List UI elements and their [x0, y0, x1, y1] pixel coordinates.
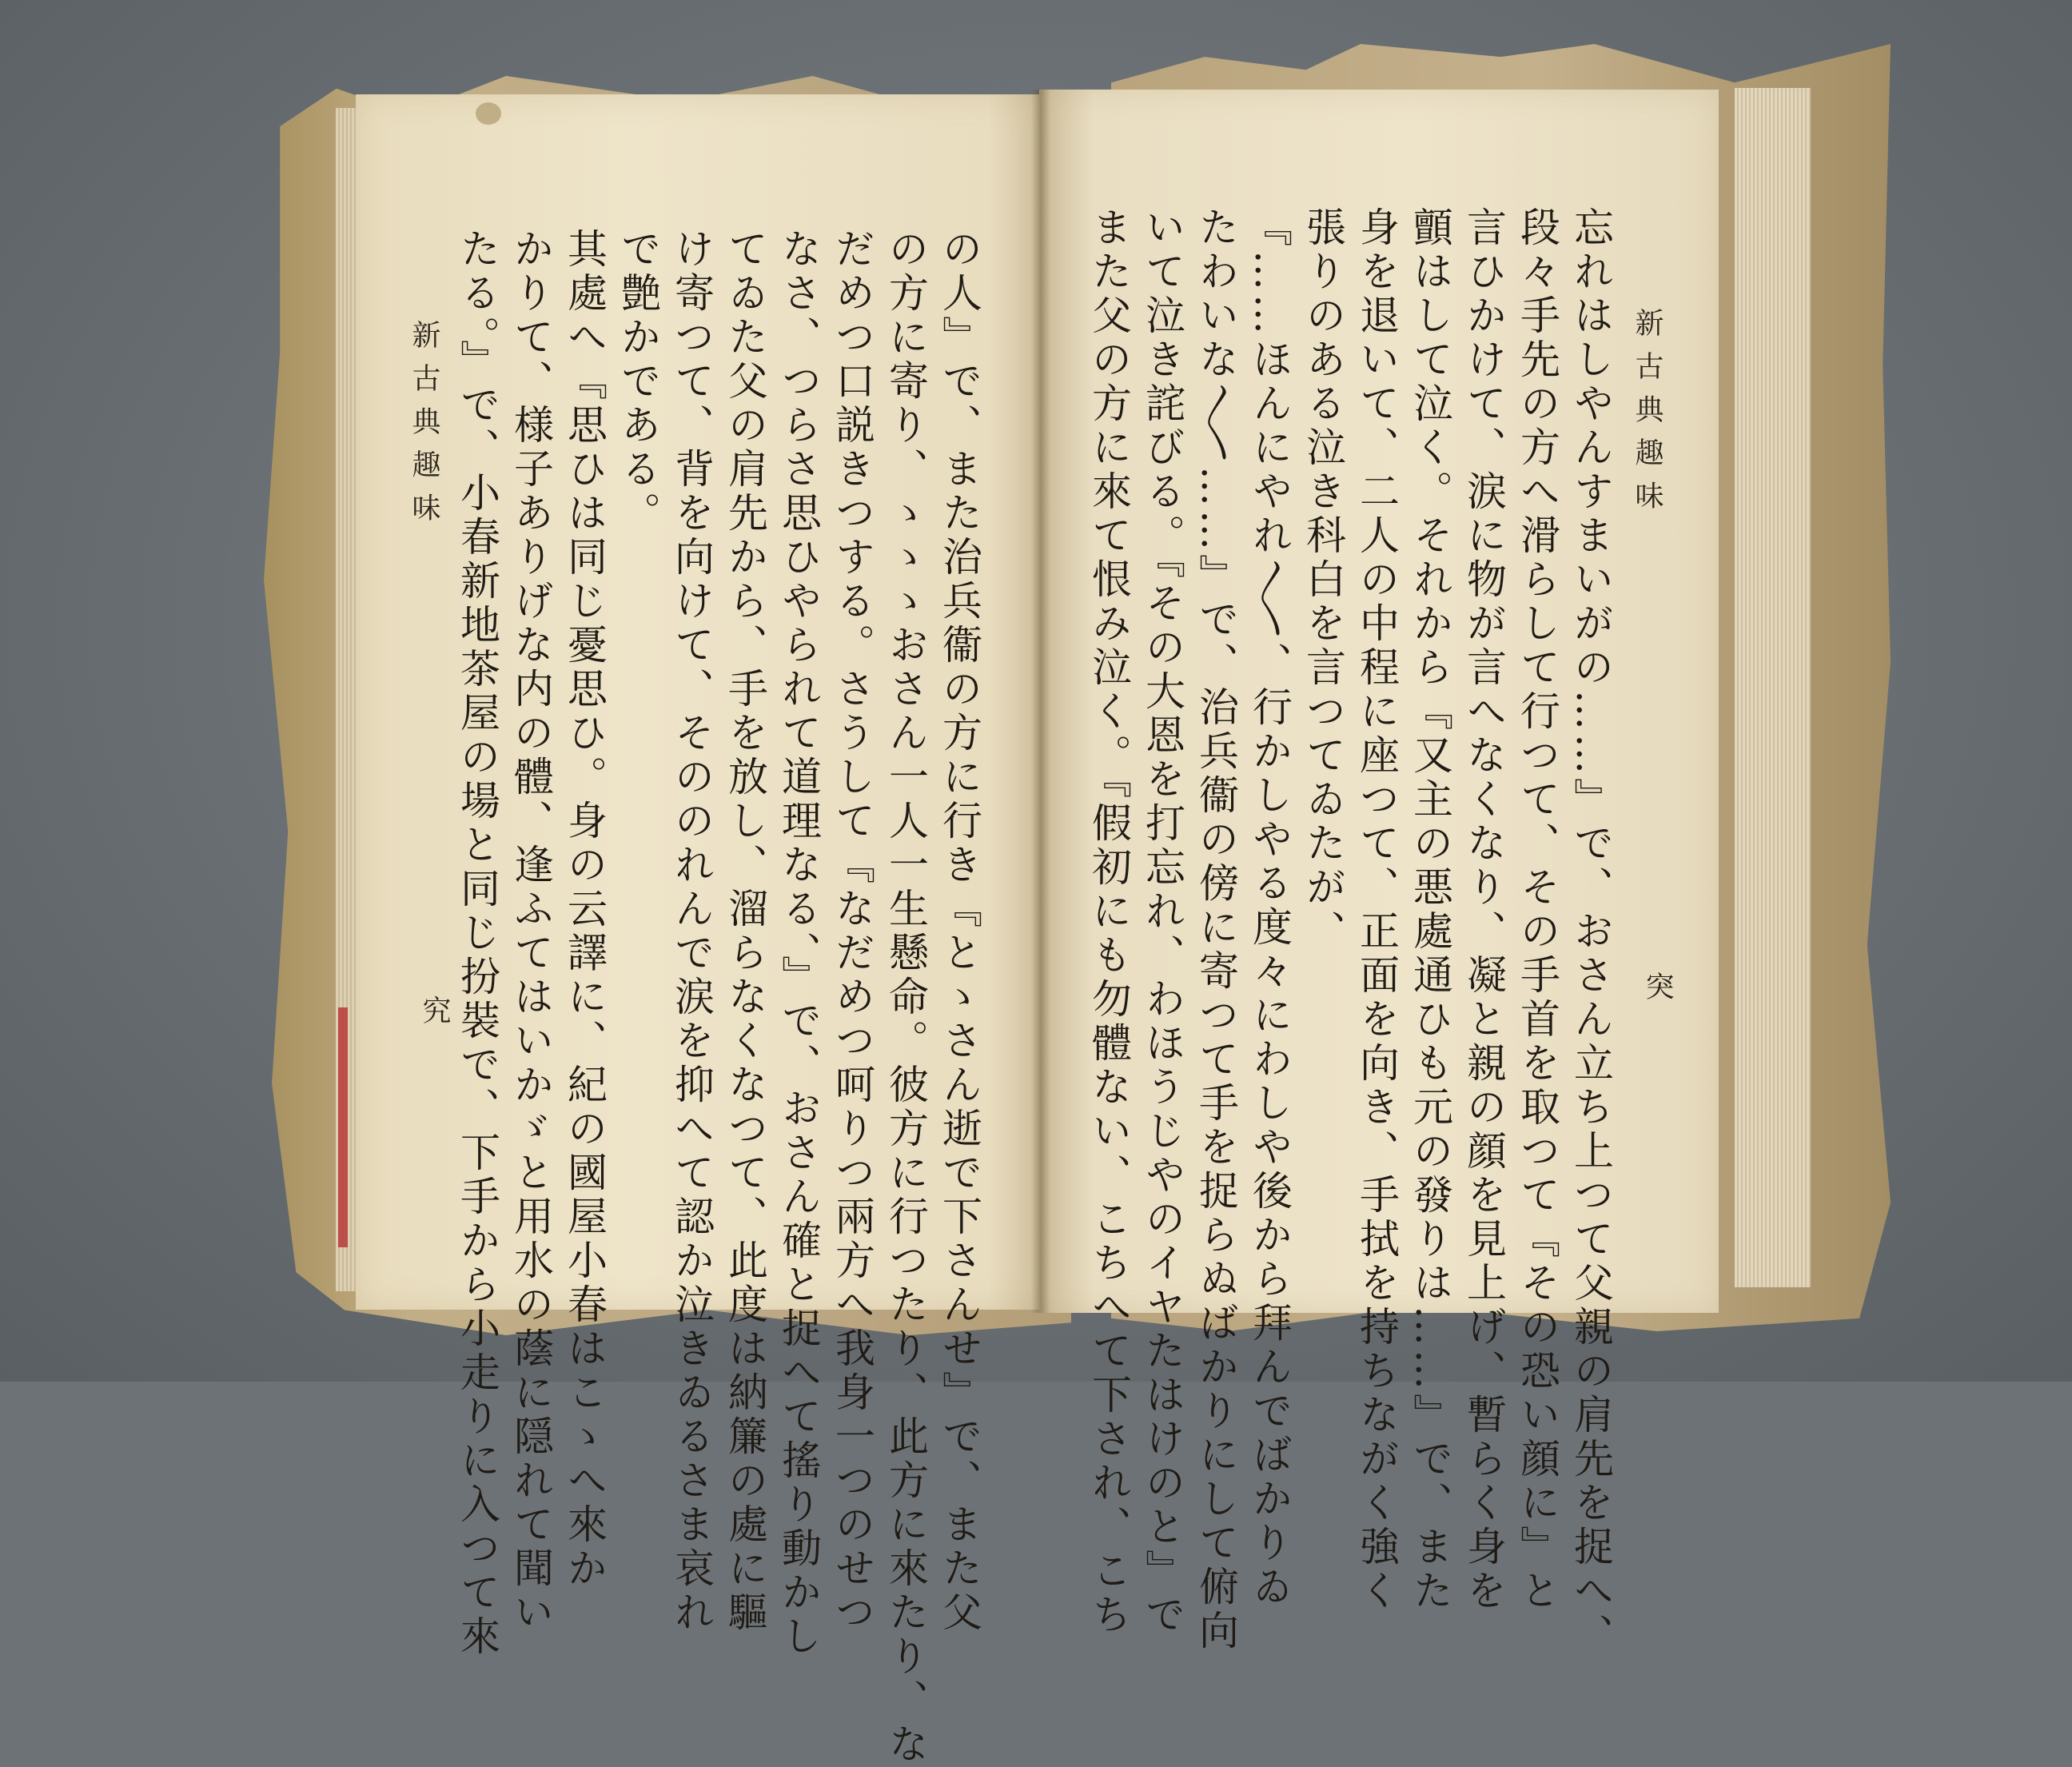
right-page-column: 忘れはしやんすまいがの……』で、おさん立ち上つて父親の肩先を捉へ、: [1568, 206, 1614, 1657]
red-page-edge: [338, 1007, 348, 1247]
right-page-column: 張りのある泣き科白を言つてゐたが、: [1300, 206, 1346, 954]
left-page-column: け寄つて、背を向けて、そののれんで涙を抑へて認か泣きゐるさま哀れ: [668, 228, 715, 1635]
right-page-column: 段々手先の方へ滑らして行つて、その手首を取つて『その恐い顔に』と: [1514, 206, 1560, 1613]
left-page-column: で艶かである。: [615, 228, 661, 536]
book-gutter: [1031, 90, 1050, 1313]
left-page-column: かりて、様子ありげな内の體、逢ふてはいかゞと用水の蔭に隠れて聞い: [508, 228, 554, 1635]
right-page-edges: [1735, 88, 1811, 1287]
right-page-column: 『……ほんにやれ〳〵、行かしやる度々にわしや後から拜んでばかりゐ: [1246, 206, 1293, 1609]
left-page-column: の方に寄り、ゝゝゝおさん一人一生懸命。彼方に行つたり、此方に來たり、な: [883, 228, 929, 1767]
paper-stain: [476, 102, 501, 125]
running-title-left: 新古典趣味: [408, 320, 440, 536]
right-page-column: また父の方に來て恨み泣く。『假初にも勿體ない、こちへて下され、こち: [1086, 206, 1132, 1637]
folio-left: 究: [418, 995, 451, 1024]
left-page-column: の人』で、また治兵衞の方に行き『とゝさん逝で下さんせ』で、また父: [936, 228, 982, 1635]
left-page-column: たる。』で、小春新地茶屋の場と同じ扮裝で、下手から小走りに入つて來: [454, 228, 500, 1659]
running-title-right: 新古典趣味: [1631, 308, 1664, 524]
right-page-column: 顫はして泣く。それから『又主の悪處通ひも元の發りは……』で、また: [1407, 206, 1453, 1613]
right-page-column: いて泣き詫びる。『その大恩を打忘れ、わほうじやのイヤたはけのと』で: [1139, 206, 1185, 1637]
right-page-column: たわいな〳〵……』で、治兵衞の傍に寄つて手を捉らぬばかりにして俯向: [1193, 206, 1239, 1653]
left-page-column: てゐた父の肩先から、手を放し、溜らなくなつて、此度は納簾の處に驅: [722, 228, 768, 1635]
left-page-column: 其處へ『思ひは同じ憂思ひ。身の云譯に、紀の國屋小春はこゝへ來か: [561, 228, 608, 1591]
folio-right: 突: [1641, 971, 1674, 1000]
right-page-column: 身を退いて、二人の中程に座つて、正面を向き、手拭を持ちながく強く: [1353, 206, 1400, 1613]
left-page-column: だめつ口説きつする。さうして『なだめつ呵りつ兩方へ我身一つのせつ: [829, 228, 875, 1635]
left-page-column: なさ、つらさ思ひやられて道理なる、』で、おさん確と捉へて搖り動かし: [775, 228, 822, 1659]
right-page-column: 言ひかけて、涙に物が言へなくなり、凝と親の顔を見上げ、暫らく身を: [1460, 206, 1507, 1613]
